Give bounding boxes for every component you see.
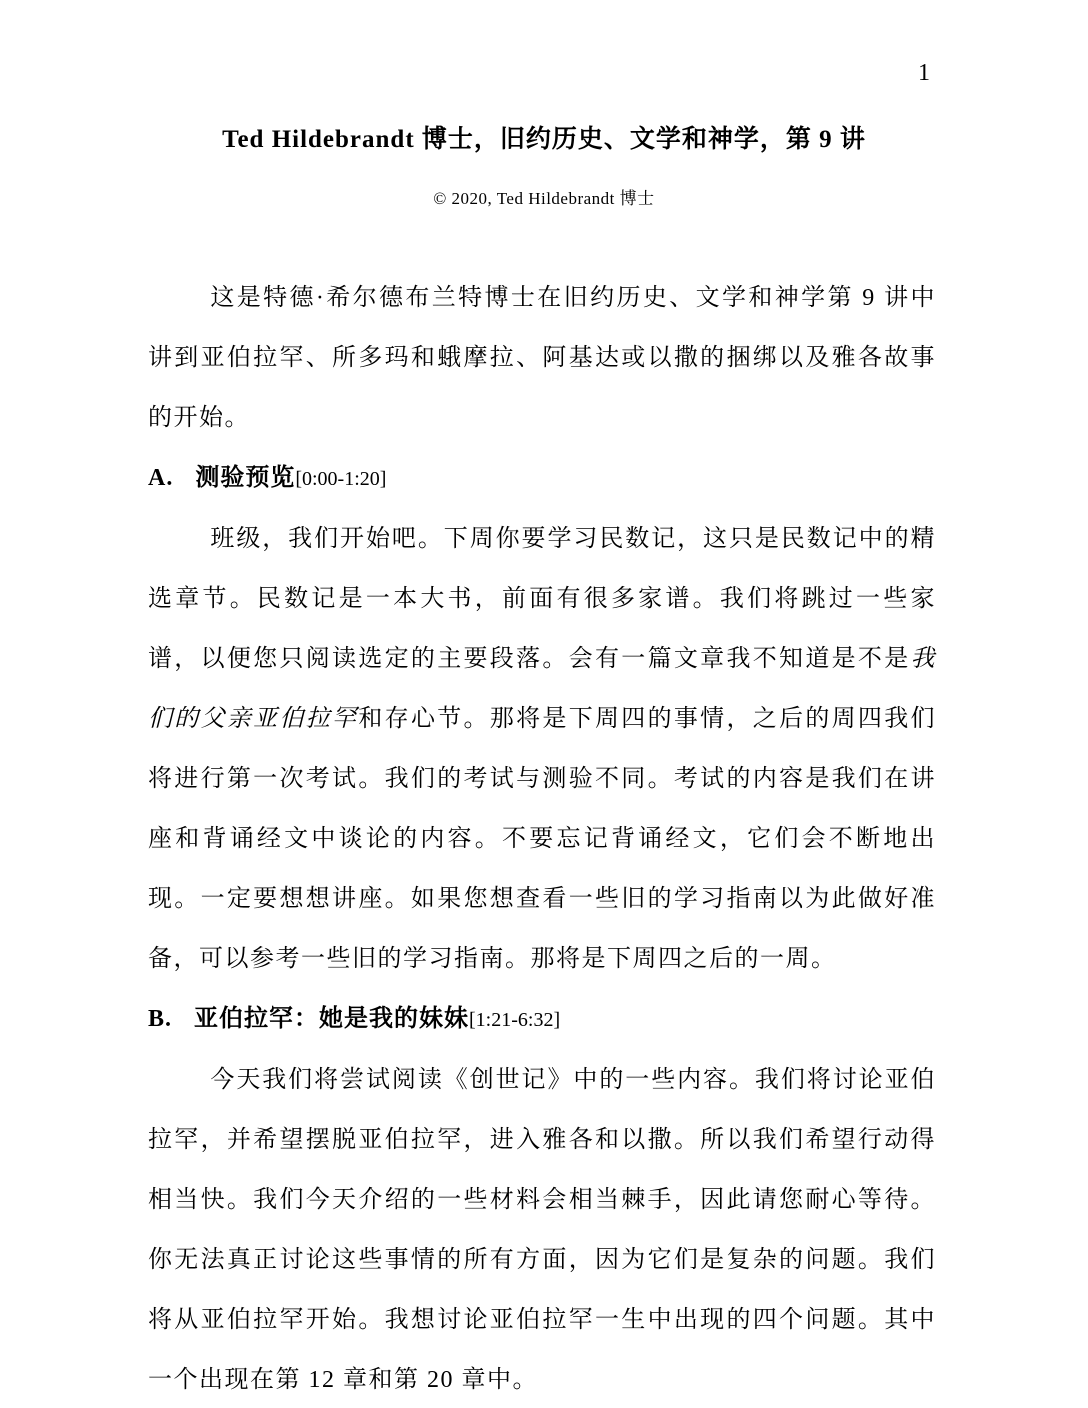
document-title: Ted Hildebrandt 博士，旧约历史、文学和神学，第 9 讲 <box>222 126 866 153</box>
section-b-paragraph <box>148 1050 936 1408</box>
section-a-paragraph <box>148 509 936 989</box>
section-b-text: 今天我们将尝试阅读《创世记》中的一些内容。我们将讨论亚伯拉罕，并希望摆脱亚伯拉罕，进入雅各和以撒。所以我们希望行动得相当快。我们今天介绍的一些材料会相当棘手，因此请您耐心等待。你无法真正讨论这些事情的所有方面，因为它们是复杂的问题。我们将从亚伯拉罕开始。我想讨论亚伯拉罕一生中出现的四个问题。其中一个出现在第 12 章和第 20 章中。 <box>148 1067 936 1393</box>
document-body <box>148 268 936 1408</box>
section-a-heading <box>148 448 936 509</box>
section-a-text-after: 和存心节。那将是下周四的事情，之后的周四我们将进行第一次考试。我们的考试与测验不同。考试的内容是我们在讲座和背诵经文中谈论的内容。不要忘记背诵经文，它们会不断地出现。一定要想想讲座。如果您想查看一些旧的学习指南以为此做好准备，可以参考一些旧的学习指南。那将是下周四之后的一周。 <box>148 706 937 972</box>
section-b-timecode: [1:21-6:32] <box>469 1009 561 1031</box>
section-a-text-before: 班级，我们开始吧。下周你要学习民数记，这只是民数记中的精选章节。民数记是一本大书，前面有很多家谱。我们将跳过一些家谱，以便您只阅读选定的主要段落。会有一篇文章我不知道是不是 <box>148 526 936 672</box>
section-b-label: B. <box>148 1006 173 1032</box>
section-a-label: A. <box>148 465 174 491</box>
section-b-title: 亚伯拉罕：她是我的妹妹 <box>194 1006 470 1032</box>
page-number: 1 <box>918 60 930 86</box>
section-b-heading <box>148 989 936 1050</box>
copyright-line: © 2020, Ted Hildebrandt 博士 <box>433 189 655 208</box>
section-a-title: 测验预览 <box>195 465 296 491</box>
intro-paragraph: 这是特德·希尔德布兰特博士在旧约历史、文学和神学第 9 讲中讲到亚伯拉罕、所多玛和蛾摩拉、阿基达或以撒的捆绑以及雅各故事的开始。 <box>148 285 936 431</box>
section-a-italic-article-title: 我们的父亲亚伯拉罕 <box>148 646 936 732</box>
section-a-timecode: [0:00-1:20] <box>295 468 387 490</box>
